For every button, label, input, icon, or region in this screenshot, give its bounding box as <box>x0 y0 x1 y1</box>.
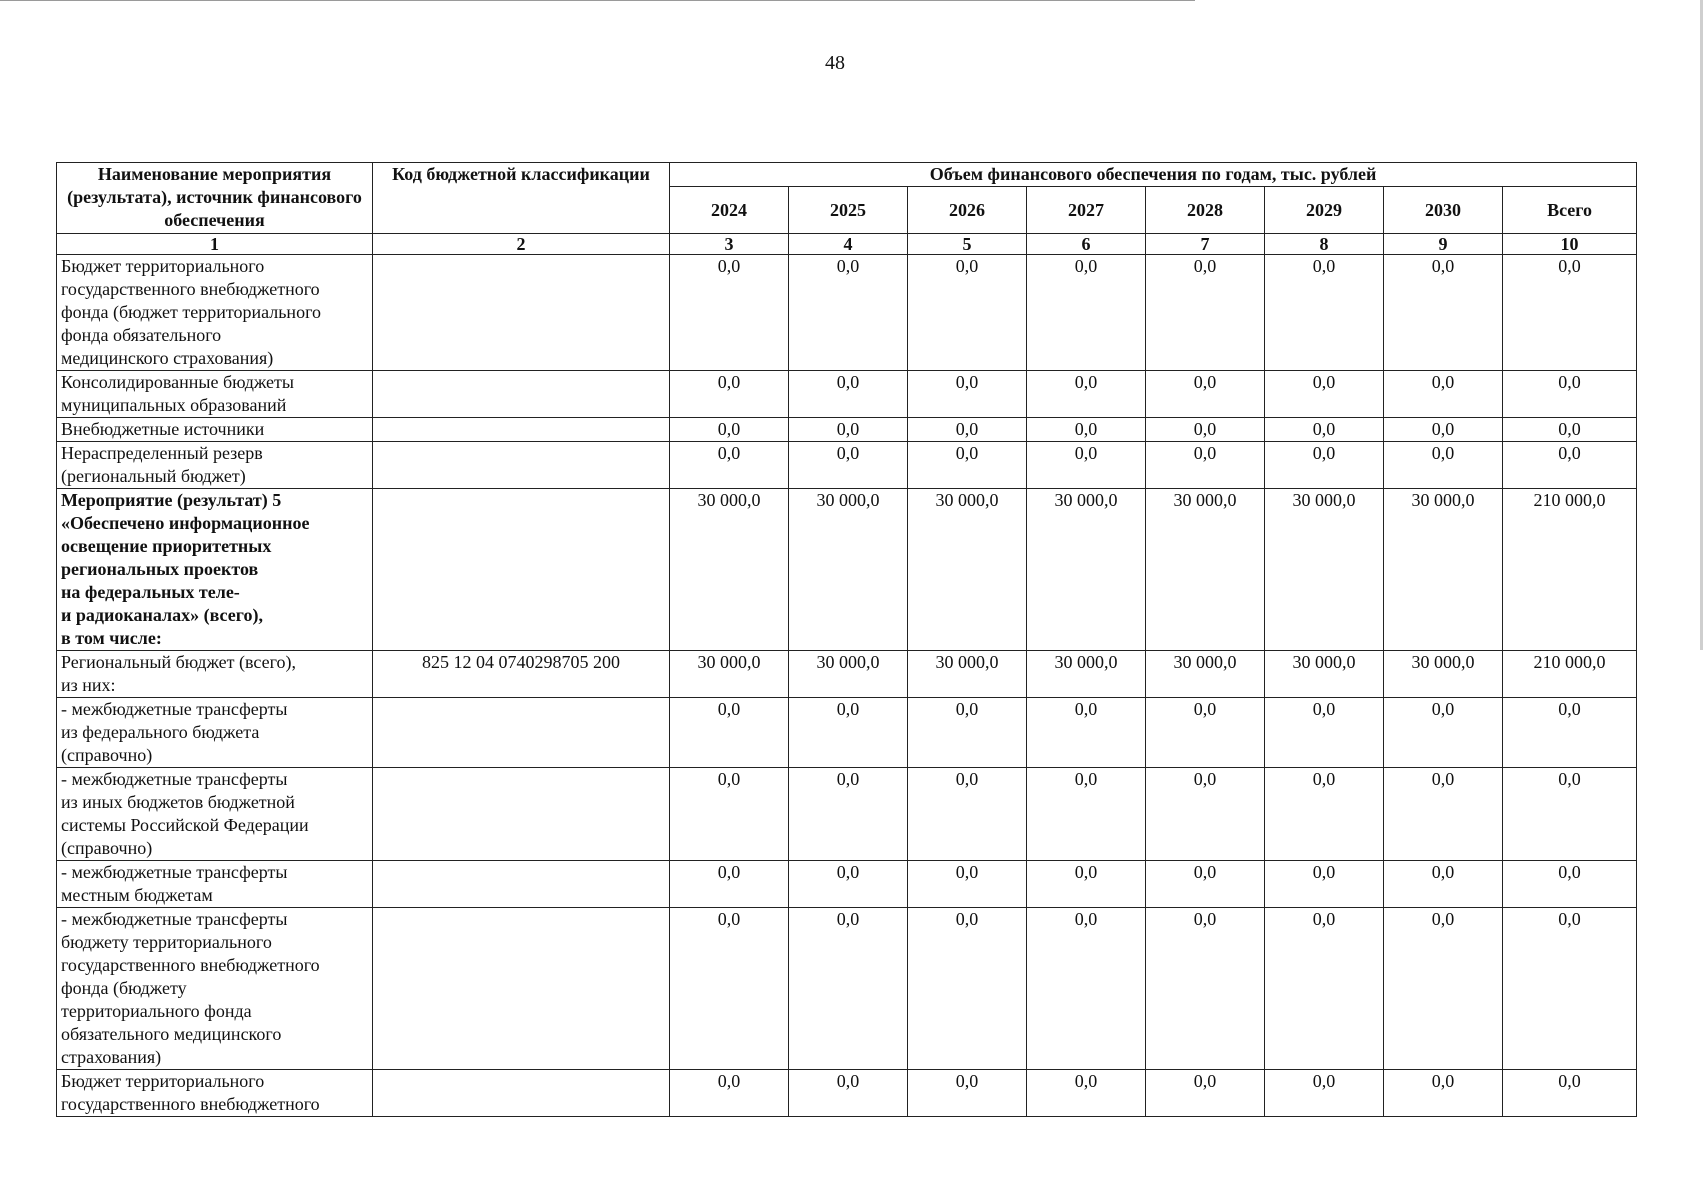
page-number: 48 <box>825 52 845 74</box>
row-value-cell: 0,0 <box>1265 442 1384 489</box>
row-value-cell: 30 000,0 <box>1265 651 1384 698</box>
row-value-cell: 0,0 <box>789 698 908 768</box>
row-value-cell: 0,0 <box>1265 698 1384 768</box>
row-value-cell: 0,0 <box>908 908 1027 1070</box>
row-value-cell: 0,0 <box>1027 255 1146 371</box>
row-total-cell: 210 000,0 <box>1503 489 1637 651</box>
row-total-cell: 0,0 <box>1503 371 1637 418</box>
row-value-cell: 0,0 <box>1146 698 1265 768</box>
row-code-cell <box>373 861 670 908</box>
header-row-column-numbers <box>57 234 1637 255</box>
row-code-cell <box>373 371 670 418</box>
row-value-cell: 0,0 <box>1146 768 1265 861</box>
column-number: 1 <box>57 234 373 255</box>
table-row <box>57 651 1637 698</box>
row-value-cell: 0,0 <box>1384 861 1503 908</box>
row-value-cell: 0,0 <box>1384 908 1503 1070</box>
column-number: 5 <box>908 234 1027 255</box>
row-value-cell: 0,0 <box>908 418 1027 442</box>
table-body <box>57 255 1637 1117</box>
header-volume-cell: Объем финансового обеспечения по годам, тыс. рублей <box>670 163 1637 187</box>
financing-table <box>56 162 1637 1117</box>
table-row <box>57 442 1637 489</box>
row-value-cell: 30 000,0 <box>670 651 789 698</box>
header-name-cell: Наименование мероприятия (результата), источник финансового обеспечения <box>57 163 373 234</box>
row-total-cell: 0,0 <box>1503 908 1637 1070</box>
row-value-cell: 0,0 <box>789 768 908 861</box>
row-value-cell: 0,0 <box>1146 1070 1265 1117</box>
header-year-2028: 2028 <box>1146 187 1265 234</box>
row-value-cell: 0,0 <box>1027 442 1146 489</box>
row-value-cell: 0,0 <box>670 1070 789 1117</box>
column-number: 7 <box>1146 234 1265 255</box>
row-value-cell: 0,0 <box>908 768 1027 861</box>
row-value-cell: 0,0 <box>670 442 789 489</box>
row-value-cell: 0,0 <box>789 418 908 442</box>
column-number: 4 <box>789 234 908 255</box>
row-value-cell: 0,0 <box>1265 1070 1384 1117</box>
row-total-cell: 0,0 <box>1503 442 1637 489</box>
row-name-cell: Нераспределенный резерв (региональный бюджет) <box>57 442 373 489</box>
row-code-cell <box>373 908 670 1070</box>
row-value-cell: 0,0 <box>1384 1070 1503 1117</box>
table-header <box>57 163 1637 255</box>
table-row <box>57 908 1637 1070</box>
row-value-cell: 0,0 <box>1384 371 1503 418</box>
table-row <box>57 861 1637 908</box>
row-value-cell: 0,0 <box>1265 768 1384 861</box>
row-value-cell: 0,0 <box>789 908 908 1070</box>
row-value-cell: 0,0 <box>1027 371 1146 418</box>
row-value-cell: 0,0 <box>670 768 789 861</box>
row-value-cell: 0,0 <box>670 371 789 418</box>
row-code-cell <box>373 418 670 442</box>
table-row <box>57 768 1637 861</box>
row-value-cell: 0,0 <box>1384 442 1503 489</box>
row-value-cell: 0,0 <box>908 1070 1027 1117</box>
table-row <box>57 418 1637 442</box>
row-value-cell: 0,0 <box>1027 908 1146 1070</box>
row-total-cell: 0,0 <box>1503 861 1637 908</box>
row-name-cell: Мероприятие (результат) 5 «Обеспечено информационное освещение приоритетных региональных проектов на федеральных теле- и радиоканалах» (всего), в том числе: <box>57 489 373 651</box>
row-value-cell: 0,0 <box>789 255 908 371</box>
row-name-cell: Региональный бюджет (всего), из них: <box>57 651 373 698</box>
row-value-cell: 0,0 <box>908 255 1027 371</box>
row-value-cell: 0,0 <box>1265 371 1384 418</box>
row-value-cell: 0,0 <box>1146 418 1265 442</box>
row-total-cell: 0,0 <box>1503 418 1637 442</box>
row-value-cell: 0,0 <box>1027 768 1146 861</box>
row-value-cell: 0,0 <box>670 861 789 908</box>
row-value-cell: 30 000,0 <box>1146 489 1265 651</box>
row-code-cell <box>373 489 670 651</box>
row-name-cell: - межбюджетные трансферты из иных бюджетов бюджетной системы Российской Федерации (справочно) <box>57 768 373 861</box>
row-value-cell: 0,0 <box>1146 442 1265 489</box>
row-value-cell: 0,0 <box>908 698 1027 768</box>
row-value-cell: 0,0 <box>1027 698 1146 768</box>
row-code-cell <box>373 1070 670 1117</box>
row-name-cell: - межбюджетные трансферты бюджету территориального государственного внебюджетного фонда (бюджету территориального фонда обязательного медицинского страхования) <box>57 908 373 1070</box>
column-number: 2 <box>373 234 670 255</box>
table-row <box>57 371 1637 418</box>
row-name-cell: - межбюджетные трансферты местным бюджетам <box>57 861 373 908</box>
row-value-cell: 0,0 <box>670 698 789 768</box>
row-value-cell: 0,0 <box>1146 371 1265 418</box>
row-value-cell: 0,0 <box>1146 908 1265 1070</box>
row-value-cell: 0,0 <box>908 371 1027 418</box>
row-total-cell: 0,0 <box>1503 698 1637 768</box>
row-value-cell: 30 000,0 <box>789 489 908 651</box>
row-name-cell: Внебюджетные источники <box>57 418 373 442</box>
table-row <box>57 1070 1637 1117</box>
row-code-cell <box>373 442 670 489</box>
row-value-cell: 0,0 <box>1384 768 1503 861</box>
header-year-2025: 2025 <box>789 187 908 234</box>
row-code-cell <box>373 255 670 371</box>
header-year-2024: 2024 <box>670 187 789 234</box>
row-value-cell: 0,0 <box>1265 861 1384 908</box>
row-name-cell: Бюджет территориального государственного внебюджетного <box>57 1070 373 1117</box>
row-code-cell <box>373 698 670 768</box>
row-value-cell: 30 000,0 <box>1384 489 1503 651</box>
row-value-cell: 0,0 <box>1265 418 1384 442</box>
table-row <box>57 489 1637 651</box>
row-name-cell: - межбюджетные трансферты из федерального бюджета (справочно) <box>57 698 373 768</box>
column-number: 3 <box>670 234 789 255</box>
row-value-cell: 30 000,0 <box>670 489 789 651</box>
row-value-cell: 30 000,0 <box>908 651 1027 698</box>
table-row <box>57 255 1637 371</box>
header-year-2027: 2027 <box>1027 187 1146 234</box>
row-value-cell: 0,0 <box>670 418 789 442</box>
row-total-cell: 0,0 <box>1503 1070 1637 1117</box>
row-code-cell: 825 12 04 0740298705 200 <box>373 651 670 698</box>
row-value-cell: 0,0 <box>1265 908 1384 1070</box>
row-value-cell: 0,0 <box>1265 255 1384 371</box>
header-total: Всего <box>1503 187 1637 234</box>
column-number: 9 <box>1384 234 1503 255</box>
row-total-cell: 210 000,0 <box>1503 651 1637 698</box>
column-number: 10 <box>1503 234 1637 255</box>
row-value-cell: 30 000,0 <box>789 651 908 698</box>
row-value-cell: 0,0 <box>789 1070 908 1117</box>
column-number: 8 <box>1265 234 1384 255</box>
row-value-cell: 0,0 <box>1146 861 1265 908</box>
row-name-cell: Консолидированные бюджеты муниципальных образований <box>57 371 373 418</box>
row-value-cell: 0,0 <box>1384 418 1503 442</box>
column-number: 6 <box>1027 234 1146 255</box>
header-year-2029: 2029 <box>1265 187 1384 234</box>
row-value-cell: 0,0 <box>1146 255 1265 371</box>
row-value-cell: 0,0 <box>908 861 1027 908</box>
row-value-cell: 30 000,0 <box>1027 651 1146 698</box>
row-value-cell: 0,0 <box>670 255 789 371</box>
row-value-cell: 0,0 <box>908 442 1027 489</box>
row-value-cell: 0,0 <box>1384 255 1503 371</box>
row-value-cell: 0,0 <box>1027 1070 1146 1117</box>
row-value-cell: 30 000,0 <box>1027 489 1146 651</box>
row-value-cell: 30 000,0 <box>1265 489 1384 651</box>
row-value-cell: 0,0 <box>789 442 908 489</box>
header-year-2030: 2030 <box>1384 187 1503 234</box>
row-value-cell: 0,0 <box>1384 698 1503 768</box>
row-total-cell: 0,0 <box>1503 768 1637 861</box>
row-value-cell: 0,0 <box>1027 418 1146 442</box>
header-year-2026: 2026 <box>908 187 1027 234</box>
row-value-cell: 30 000,0 <box>1384 651 1503 698</box>
header-row-main <box>57 163 1637 187</box>
row-value-cell: 0,0 <box>789 861 908 908</box>
row-name-cell: Бюджет территориального государственного внебюджетного фонда (бюджет территориального фонда обязательного медицинского страхования) <box>57 255 373 371</box>
row-code-cell <box>373 768 670 861</box>
row-total-cell: 0,0 <box>1503 255 1637 371</box>
row-value-cell: 0,0 <box>670 908 789 1070</box>
table-row <box>57 698 1637 768</box>
row-value-cell: 0,0 <box>789 371 908 418</box>
row-value-cell: 30 000,0 <box>908 489 1027 651</box>
row-value-cell: 30 000,0 <box>1146 651 1265 698</box>
row-value-cell: 0,0 <box>1027 861 1146 908</box>
header-code-cell: Код бюджетной классификации <box>373 163 670 234</box>
scan-artifact-line <box>0 0 1195 1</box>
